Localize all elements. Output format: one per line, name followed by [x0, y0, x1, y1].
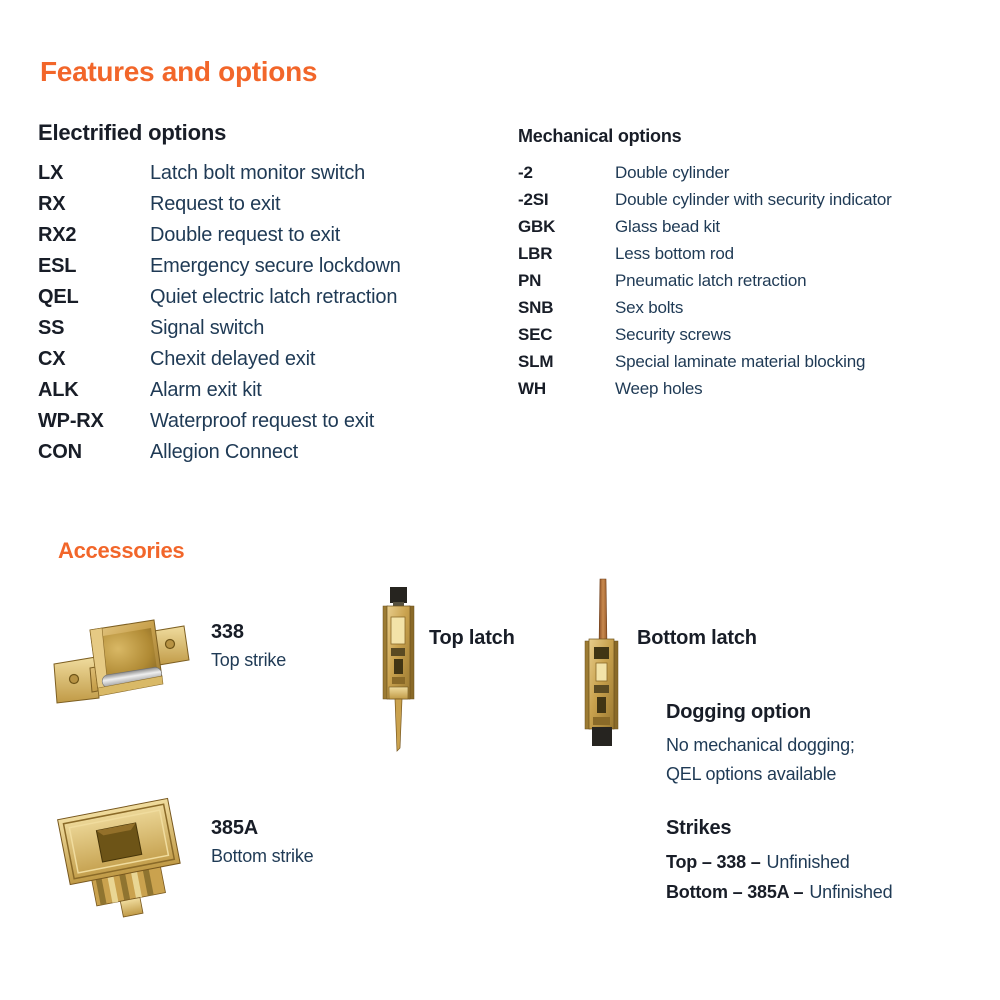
dogging-heading: Dogging option — [666, 701, 811, 723]
option-row — [38, 282, 488, 313]
option-code: GBK — [518, 217, 556, 236]
option-row — [38, 158, 488, 189]
bottom-strike-code: 385A — [211, 817, 259, 839]
option-code: CX — [38, 348, 66, 370]
option-code: WH — [518, 379, 546, 398]
option-desc: Latch bolt monitor switch — [150, 162, 366, 184]
accessories-heading: Accessories — [58, 538, 185, 563]
option-code: SS — [38, 317, 65, 339]
top-strike-label — [211, 620, 286, 672]
option-desc: Sex bolts — [615, 298, 684, 317]
option-code: ESL — [38, 255, 77, 277]
option-desc: Less bottom rod — [615, 244, 734, 263]
option-code: WP-RX — [38, 410, 104, 432]
top-latch-label: Top latch — [429, 627, 515, 649]
option-row — [518, 267, 983, 294]
option-row — [518, 294, 983, 321]
option-desc: Double cylinder — [615, 163, 730, 182]
option-code: SEC — [518, 325, 553, 344]
bottom-latch-image — [579, 577, 625, 747]
option-row — [38, 313, 488, 344]
option-row — [518, 348, 983, 375]
mechanical-heading: Mechanical options — [518, 126, 682, 146]
top-latch-image — [376, 585, 422, 753]
strikes-row-bottom — [666, 877, 892, 907]
option-code: RX — [38, 193, 66, 215]
strikes-heading: Strikes — [666, 817, 732, 839]
dogging-line-2: QEL options available — [666, 764, 837, 784]
strikes-bottom-finish: Unfinished — [809, 882, 893, 902]
option-row — [518, 159, 983, 186]
option-row — [38, 344, 488, 375]
option-desc: Quiet electric latch retraction — [150, 286, 398, 308]
top-strike-image — [50, 606, 190, 704]
option-row — [518, 321, 983, 348]
option-row — [38, 189, 488, 220]
bottom-latch-label: Bottom latch — [637, 627, 757, 649]
top-strike-name: Top strike — [211, 650, 287, 670]
option-desc: Double request to exit — [150, 224, 341, 246]
option-desc: Request to exit — [150, 193, 281, 215]
option-desc: Waterproof request to exit — [150, 410, 375, 432]
option-row — [518, 240, 983, 267]
option-row — [38, 437, 488, 468]
mechanical-options-section — [518, 125, 983, 402]
option-code: PN — [518, 271, 542, 290]
option-desc: Pneumatic latch retraction — [615, 271, 807, 290]
dogging-option-block — [666, 700, 855, 789]
option-code: QEL — [38, 286, 79, 308]
option-code: ALK — [38, 379, 79, 401]
option-code: LBR — [518, 244, 553, 263]
option-desc: Alarm exit kit — [150, 379, 262, 401]
option-code: SLM — [518, 352, 554, 371]
option-desc: Allegion Connect — [150, 441, 299, 463]
electrified-heading: Electrified options — [38, 120, 227, 145]
option-desc: Glass bead kit — [615, 217, 720, 236]
bottom-strike-label — [211, 816, 313, 868]
option-desc: Emergency secure lockdown — [150, 255, 401, 277]
option-code: LX — [38, 162, 64, 184]
strikes-row-top — [666, 847, 892, 877]
option-code: -2 — [518, 163, 533, 182]
option-code: CON — [38, 441, 82, 463]
electrified-options-section — [38, 120, 488, 468]
option-row — [518, 213, 983, 240]
option-row — [518, 186, 983, 213]
option-code: RX2 — [38, 224, 77, 246]
strikes-block — [666, 816, 892, 907]
top-strike-code: 338 — [211, 621, 244, 643]
option-row — [38, 406, 488, 437]
strikes-bottom-code: Bottom – 385A – — [666, 882, 804, 902]
dogging-line-1: No mechanical dogging; — [666, 735, 855, 755]
option-row — [38, 251, 488, 282]
page-title: Features and options — [40, 56, 318, 87]
option-desc: Security screws — [615, 325, 732, 344]
option-desc: Chexit delayed exit — [150, 348, 316, 370]
option-desc: Signal switch — [150, 317, 265, 339]
bottom-strike-image — [50, 792, 195, 922]
option-code: -2SI — [518, 190, 549, 209]
option-row — [38, 375, 488, 406]
option-desc: Weep holes — [615, 379, 703, 398]
option-row — [518, 375, 983, 402]
option-desc: Special laminate material blocking — [615, 352, 866, 371]
strikes-top-finish: Unfinished — [766, 852, 850, 872]
bottom-strike-name: Bottom strike — [211, 846, 314, 866]
option-desc: Double cylinder with security indicator — [615, 190, 892, 209]
option-row — [38, 220, 488, 251]
option-code: SNB — [518, 298, 554, 317]
strikes-top-code: Top – 338 – — [666, 852, 761, 872]
